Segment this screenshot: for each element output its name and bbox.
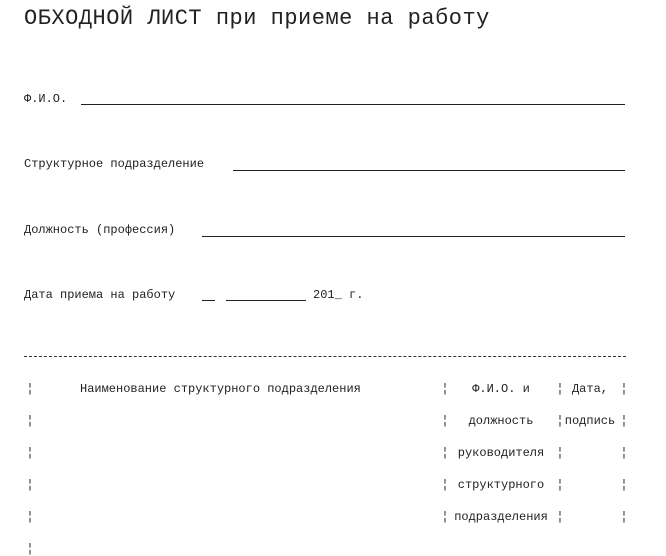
pipe: ¦ [556, 510, 564, 524]
pipe: ¦ [441, 510, 449, 524]
pipe: ¦ [620, 510, 628, 524]
hire-date-day-line[interactable] [202, 300, 215, 301]
department-field-line[interactable] [233, 170, 625, 171]
pipe: ¦ [26, 382, 34, 396]
pipe: ¦ [26, 414, 34, 428]
fio-field-line[interactable] [81, 104, 625, 105]
header-line: руководителя [457, 446, 545, 460]
pipe: ¦ [556, 414, 564, 428]
header-line: подразделения [454, 510, 548, 524]
pipe: ¦ [441, 382, 449, 396]
pipe: ¦ [441, 446, 449, 460]
department-label: Структурное подразделение [24, 157, 205, 171]
pipe: ¦ [620, 478, 628, 492]
pipe: ¦ [556, 446, 564, 460]
header-line: подпись [564, 414, 616, 428]
position-field-line[interactable] [202, 236, 625, 237]
header-line: структурного [457, 478, 545, 492]
table-top-rule [24, 356, 626, 357]
pipe: ¦ [620, 446, 628, 460]
pipe: ¦ [556, 478, 564, 492]
page-title: ОБХОДНОЙ ЛИСТ при приеме на работу [24, 6, 490, 31]
position-label: Должность (профессия) [24, 223, 176, 237]
pipe: ¦ [620, 414, 628, 428]
header-line: Ф.И.О. и [472, 382, 530, 396]
header-line: должность [468, 414, 534, 428]
header-line: Дата, [571, 382, 608, 396]
hire-date-year-label: 201_ г. [313, 288, 364, 302]
pipe: ¦ [441, 478, 449, 492]
pipe: ¦ [26, 510, 34, 524]
hire-date-month-line[interactable] [226, 300, 306, 301]
hire-date-label: Дата приема на работу [24, 288, 176, 302]
column-header-department: Наименование структурного подразделения [80, 382, 361, 396]
pipe: ¦ [556, 382, 564, 396]
pipe: ¦ [26, 542, 34, 556]
pipe: ¦ [26, 478, 34, 492]
pipe: ¦ [620, 382, 628, 396]
pipe: ¦ [441, 414, 449, 428]
pipe: ¦ [26, 446, 34, 460]
fio-label: Ф.И.О. [24, 92, 68, 106]
